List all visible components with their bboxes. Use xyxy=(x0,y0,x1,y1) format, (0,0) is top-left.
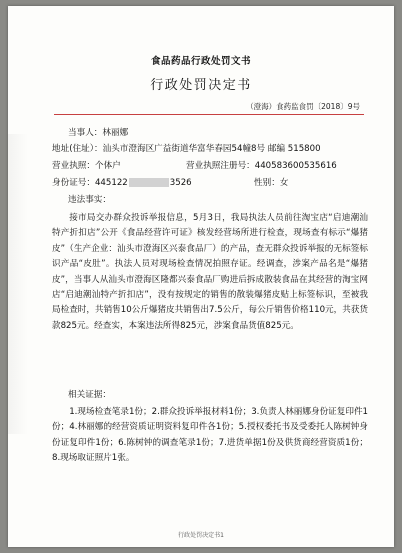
facts-heading: 违法事实： xyxy=(68,195,111,205)
document-page xyxy=(8,6,394,547)
party-line: 当事人：林丽娜 xyxy=(68,128,129,138)
document-title: 行政处罚决定书 xyxy=(150,78,252,93)
license-type: 营业执照：个体户 xyxy=(52,161,121,171)
id-number xyxy=(52,177,192,189)
redaction-block xyxy=(129,178,169,187)
id-suffix: 3526 xyxy=(169,178,192,188)
binding-shadow xyxy=(8,134,28,434)
evidence-heading: 相关证据： xyxy=(68,390,111,400)
document-number: （澄海）食药监食罚〔2018〕9号 xyxy=(246,102,360,111)
facts-paragraph: 接市局交办群众投诉举报信息，5月3日，我局执法人员前往淘宝店“启迪潮汕特产折扣店”公开《食品经营许可证》核发经营场所进行检查，现场查有标示“爆猪皮”（生产企业：汕头市澄海区兴泰食品厂）的产品，查无群众投诉举报的无标签标识产品“皮肚”。执法人员对现场检查情况拍照存证。经调查，涉案产品名是“爆猪皮”，当事人从汕头市澄海区隆都兴泰食品厂购进后拆成散装食品在其经营的淘宝网店“启迪潮汕特产折扣店”，没有按规定的销售的散装爆猪皮贴上标签标识，至被我局检查时，共销售10公斤爆猪皮共销售出7.5公斤，每公斤销售价格110元，共获货款825元。经查实，本案违法所得825元，涉案食品货值825元。 xyxy=(52,213,369,331)
id-prefix: 身份证号：445122 xyxy=(52,178,128,188)
page-footer: 行政处罚决定书1 xyxy=(178,532,224,539)
gender: 性别：女 xyxy=(254,178,289,188)
evidence-paragraph: 1.现场检查笔录1份；2.群众投诉举报材料1份；3.负责人林丽娜身份证复印件1份；4.林丽娜的经营资质证明资料复印件各1份；5.授权委托书及受委托人陈树钟身份证复印件1份；6.陈树钟的调查笔录1份；7.进货单据1份及供货商经营资质1份；8.现场取证照片1张。 xyxy=(52,407,369,464)
registration-number: 营业执照注册号：440583600535616 xyxy=(186,161,337,171)
header-divider xyxy=(54,114,364,115)
document-header-small: 食品药品行政处罚文书 xyxy=(150,56,251,67)
address-line: 地址(住址）：汕头市澄海区广益街道华富华春园54幢8号 邮编 515800 xyxy=(52,144,321,154)
